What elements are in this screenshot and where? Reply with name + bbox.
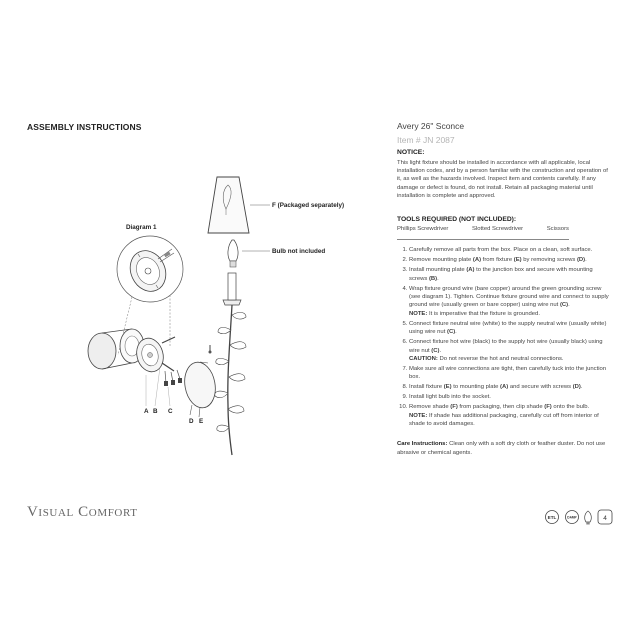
care-text: Clean only with a soft dry cloth or feather duster. Do not use abrasive or chemical agents. bbox=[397, 441, 606, 456]
step-item: 6. Connect fixture hot wire (black) to the supply hot wire (usually black) using wire nut (C). CAUTION: Do not reverse the hot and neutral connections. bbox=[409, 338, 612, 363]
part-label-b: B bbox=[153, 408, 158, 415]
diagram-1-label: Diagram 1 bbox=[126, 224, 157, 231]
part-label-e: E bbox=[199, 418, 204, 425]
instructions-panel bbox=[397, 120, 612, 457]
note-label: NOTE: bbox=[409, 310, 428, 317]
candle-bulb bbox=[228, 240, 238, 267]
step-item: 9. Install light bulb into the socket. bbox=[409, 393, 612, 401]
tools-heading: TOOLS REQUIRED (NOT INCLUDED): bbox=[397, 215, 517, 223]
caution-text: Do not reverse the hot and neutral connections. bbox=[439, 355, 564, 362]
step-item: 4. Wrap fixture ground wire (bare copper) around the green grounding screw (see diagram 1). Tighten. Continue fixture ground wire and connect to supply ground wire (usually green or bare copper) using wire nut (C). NOTE: It is imperative that the fixture is grounded. bbox=[409, 285, 612, 319]
part-label-d: D bbox=[189, 418, 194, 425]
diagram-1-detail bbox=[117, 236, 183, 302]
lamp-shade bbox=[208, 177, 249, 233]
bulb-label: Bulb not included bbox=[272, 248, 326, 255]
assembly-instructions-heading: ASSEMBLY INSTRUCTIONS bbox=[27, 122, 142, 132]
junction-box bbox=[88, 329, 144, 369]
tool-item: Scissors bbox=[546, 226, 569, 233]
step-item: 1. Carefully remove all parts from the box. Place on a clean, soft surface. bbox=[409, 246, 612, 254]
certification-icons bbox=[544, 508, 616, 526]
damp-rated-icon bbox=[566, 511, 579, 524]
notice-text: This light fixture should be installed in accordance with all applicable, local installation codes, and by a person familiar with the construction and operation of it, as well as the hazards involved. Inspect item and contents carefully. If any damage or defect is found, do not install. Retain all packaging material until installation is complete and approved. bbox=[397, 159, 608, 200]
tool-item: Phillips Screwdriver bbox=[397, 226, 449, 233]
svg-text:ETL: ETL bbox=[547, 514, 557, 520]
tool-item: Slotted Screwdriver bbox=[472, 226, 524, 233]
fixture-backplate bbox=[181, 345, 219, 417]
product-name: Avery 26" Sconce bbox=[397, 121, 465, 131]
note-label: NOTE: bbox=[409, 412, 428, 419]
care-instructions bbox=[397, 440, 612, 457]
part-label-c: C bbox=[168, 408, 173, 415]
assembly-diagram bbox=[60, 165, 370, 475]
bulb-icon bbox=[585, 511, 592, 525]
part-label-a: A bbox=[144, 408, 149, 415]
step-item: 3. Install mounting plate (A) to the junction box and secure with mounting screws (B). bbox=[409, 266, 612, 283]
care-label: Care Instructions: bbox=[397, 441, 448, 448]
tools-list bbox=[397, 225, 569, 240]
brand-logo: Visual Comfort bbox=[27, 504, 138, 520]
step-item: 10. Remove shade (F) from packaging, then clip shade (F) onto the bulb. NOTE: If shade has additional packaging, carefully cut off from interior of shade to avoid damages. bbox=[409, 403, 612, 428]
screws-and-wire-nuts bbox=[162, 337, 182, 386]
shade-label: F (Packaged separately) bbox=[272, 202, 345, 209]
count-badge-icon bbox=[598, 510, 612, 524]
steps-list bbox=[397, 246, 612, 428]
step-item: 2. Remove mounting plate (A) from fixture (E) by removing screws (D). bbox=[409, 256, 612, 264]
item-number: Item # JN 2087 bbox=[397, 135, 455, 146]
svg-text:DAMP: DAMP bbox=[567, 515, 577, 520]
step-item: 8. Install fixture (E) to mounting plate (A) and secure with screws (D). bbox=[409, 383, 612, 391]
note-text: It is imperative that the fixture is grounded. bbox=[428, 310, 540, 317]
caution-label: CAUTION: bbox=[409, 355, 438, 362]
step-item: 7. Make sure all wire connections are tight, then carefully tuck into the junction box. bbox=[409, 365, 612, 382]
etl-listed-icon bbox=[546, 511, 559, 524]
svg-text:4: 4 bbox=[603, 514, 607, 522]
sconce-body bbox=[215, 273, 246, 455]
notice-heading: NOTICE: bbox=[397, 149, 425, 157]
note-text: If shade has additional packaging, carefully cut off from interior of shade to avoid damages. bbox=[409, 412, 599, 427]
step-item: 5. Connect fixture neutral wire (white) to the supply neutral wire (usually white) using wire nut (C). bbox=[409, 320, 612, 337]
